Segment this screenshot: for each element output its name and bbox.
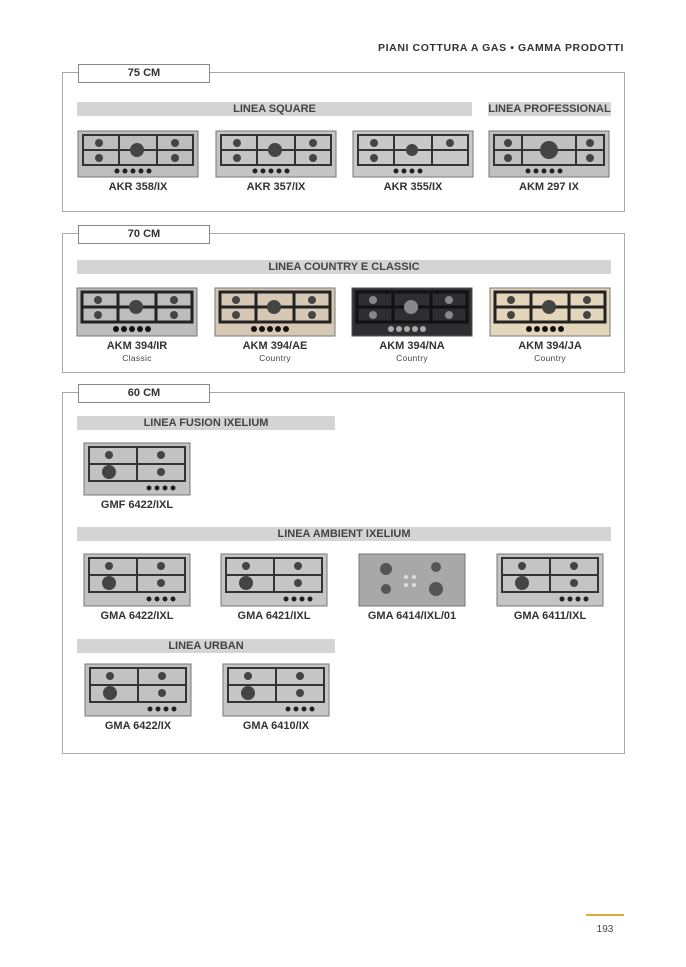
- hob-image: [83, 553, 191, 607]
- product-name: AKM 394/JA: [518, 340, 582, 352]
- product-variant: Classic: [122, 353, 152, 363]
- hob-image: [77, 130, 199, 178]
- product-card[interactable]: [488, 553, 612, 622]
- hob-image: [488, 130, 610, 178]
- product-card[interactable]: [75, 553, 199, 622]
- product-card[interactable]: [487, 130, 611, 193]
- page-number: 193: [596, 924, 614, 935]
- line-bar-ambient-ixelium: LINEA AMBIENT IXELIUM: [77, 527, 611, 541]
- line-bar-square: LINEA SQUARE: [77, 102, 472, 116]
- hob-image: [76, 287, 198, 337]
- size-tab-60cm: 60 CM: [78, 384, 210, 403]
- product-name: AKR 357/IX: [246, 181, 306, 193]
- product-card[interactable]: [76, 130, 200, 193]
- product-name: GMA 6411/IXL: [513, 610, 587, 622]
- product-variant: Country: [534, 353, 566, 363]
- product-card[interactable]: [214, 663, 338, 732]
- product-name: AKR 358/IX: [108, 181, 168, 193]
- hob-image: [358, 553, 466, 607]
- product-name: AKM 394/AE: [242, 340, 308, 352]
- product-name: GMA 6410/IX: [242, 720, 310, 732]
- product-name: AKM 297 IX: [519, 181, 579, 193]
- product-card[interactable]: [350, 553, 474, 622]
- product-card[interactable]: [488, 287, 612, 363]
- hob-image: [214, 287, 336, 337]
- line-bar-urban: LINEA URBAN: [77, 639, 335, 653]
- hob-image: [222, 663, 330, 717]
- line-bar-country-classic: LINEA COUNTRY E CLASSIC: [77, 260, 611, 274]
- product-name: AKM 394/IR: [106, 340, 168, 352]
- product-variant: Country: [396, 353, 428, 363]
- page-number-rule: [586, 914, 624, 916]
- product-card[interactable]: [351, 130, 475, 193]
- hob-image: [351, 287, 473, 337]
- product-card[interactable]: [350, 287, 474, 363]
- product-card[interactable]: [75, 442, 199, 511]
- hob-image: [220, 553, 328, 607]
- product-card[interactable]: [213, 287, 337, 363]
- product-name: GMA 6414/IXL/01: [367, 610, 457, 622]
- hob-image: [215, 130, 337, 178]
- product-name: GMA 6422/IX: [104, 720, 172, 732]
- size-tab-70cm: 70 CM: [78, 225, 210, 244]
- product-name: GMA 6422/IXL: [100, 610, 174, 622]
- product-card[interactable]: [75, 287, 199, 363]
- line-bar-fusion-ixelium: LINEA FUSION IXELIUM: [77, 416, 335, 430]
- product-name: GMA 6421/IXL: [237, 610, 311, 622]
- hob-image: [489, 287, 611, 337]
- product-name: AKR 355/IX: [383, 181, 443, 193]
- product-name: GMF 6422/IXL: [100, 499, 174, 511]
- product-card[interactable]: [212, 553, 336, 622]
- hob-image: [83, 442, 191, 496]
- line-bar-professional: LINEA PROFESSIONAL: [488, 103, 611, 115]
- hob-image: [84, 663, 192, 717]
- hob-image: [496, 553, 604, 607]
- hob-image: [352, 130, 474, 178]
- page-header: PIANI COTTURA A GAS • GAMMA PRODOTTI: [378, 42, 624, 54]
- product-variant: Country: [259, 353, 291, 363]
- size-tab-75cm: 75 CM: [78, 64, 210, 83]
- product-name: AKM 394/NA: [379, 340, 445, 352]
- product-card[interactable]: [214, 130, 338, 193]
- product-card[interactable]: [76, 663, 200, 732]
